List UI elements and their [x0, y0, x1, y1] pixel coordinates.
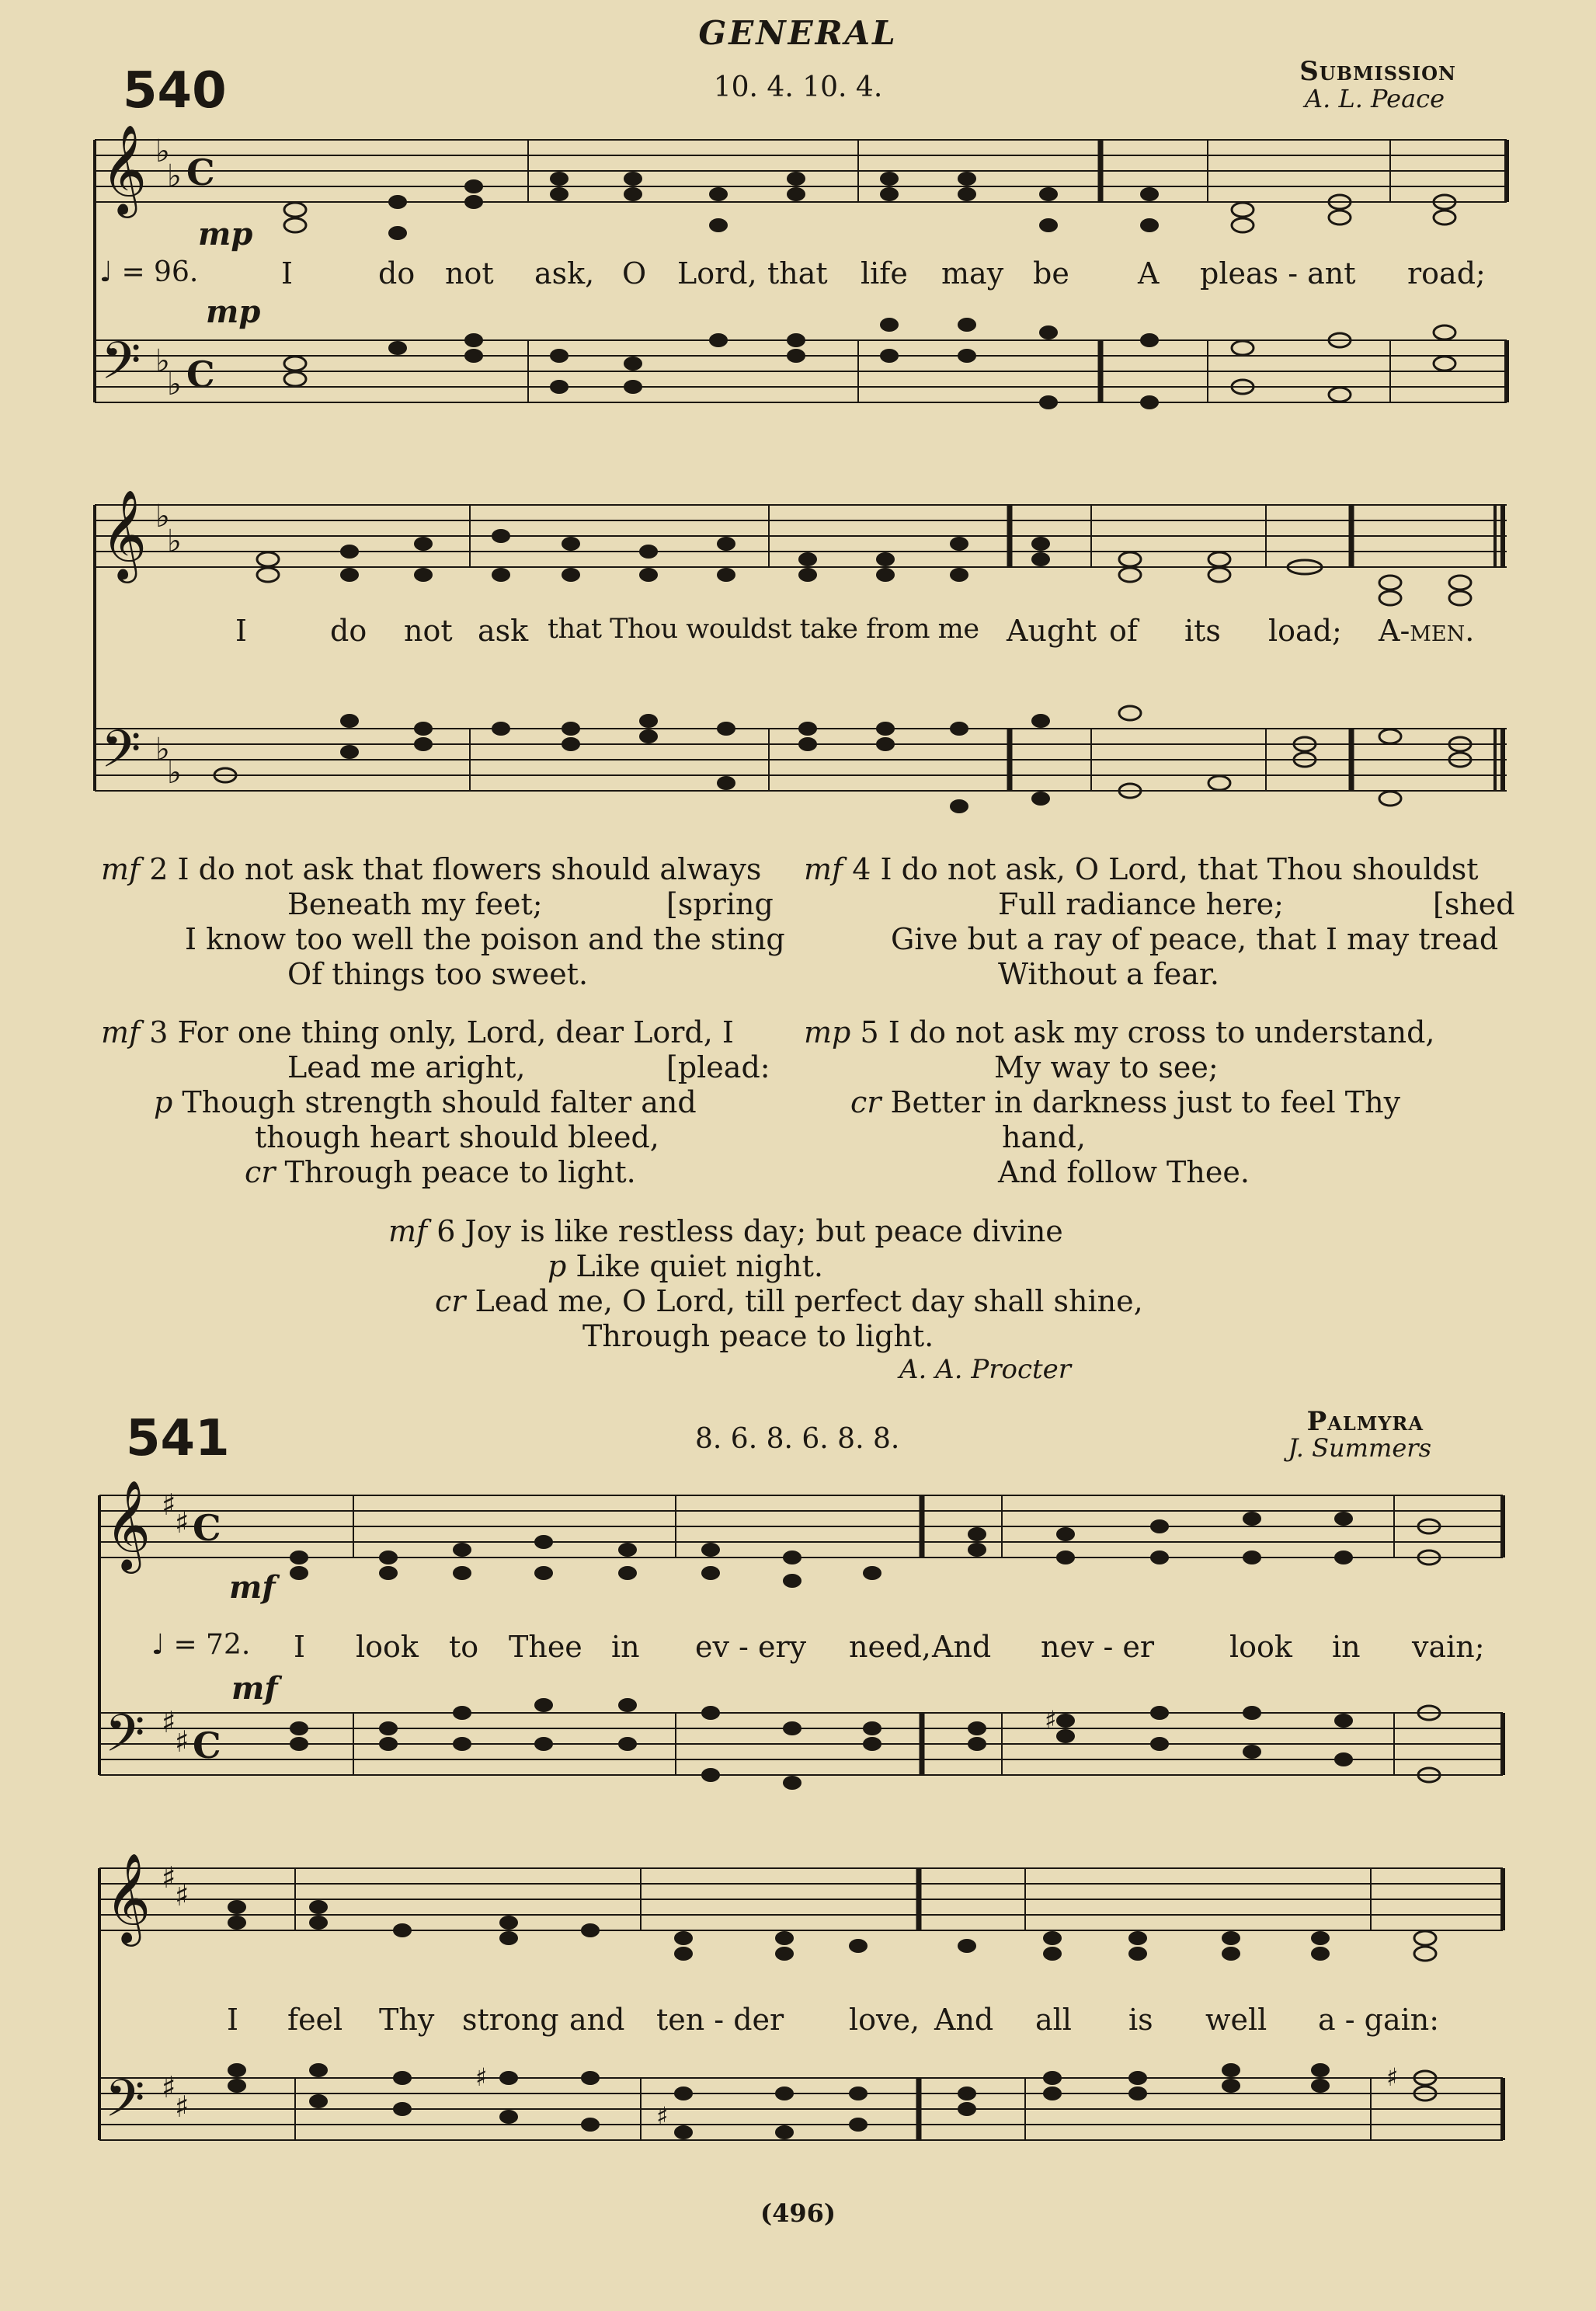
lyric-syllable: strong [462, 2003, 559, 2037]
lyric-syllable: all [1035, 2003, 1072, 2037]
hymn-540-lyrics-line-2 [0, 614, 1596, 653]
svg-text:𝄢: 𝄢 [105, 2069, 145, 2141]
verse-line: Give but a ray of peace, that I may tread [891, 922, 1499, 956]
svg-text:C: C [193, 1507, 221, 1549]
svg-text:C: C [186, 353, 215, 395]
hymn-540-dynamic-treble: mp [198, 216, 253, 252]
lyric-syllable: to [449, 1630, 479, 1664]
svg-text:♯: ♯ [175, 1505, 190, 1540]
verse-line: My way to see; [994, 1050, 1219, 1084]
verse-2 [101, 852, 784, 992]
svg-text:C: C [193, 1725, 221, 1766]
hymn-540-number: 540 [123, 62, 227, 120]
hymn-541-number: 541 [126, 1410, 230, 1467]
verse-4 [804, 852, 1526, 992]
verse-line: I know too well the poison and the sting [185, 922, 785, 956]
verse-line-carry: [shed [1433, 887, 1515, 921]
lyric-syllable: Lord, [677, 256, 757, 291]
lyric-syllable: love, [849, 2003, 920, 2037]
hymn-540-meter: 10. 4. 10. 4. [713, 71, 883, 103]
verse-line-dynamic: p [548, 1249, 567, 1283]
svg-text:𝄢: 𝄢 [105, 1704, 145, 1776]
svg-text:C: C [186, 151, 215, 193]
verse-line-dynamic: cr [435, 1284, 466, 1318]
svg-text:𝄞: 𝄞 [105, 1479, 151, 1570]
verse-line-carry: [spring [666, 887, 774, 921]
lyric-syllable: ask [478, 614, 529, 648]
lyric-syllable: road; [1407, 256, 1486, 291]
lyric-syllable: vain; [1412, 1630, 1485, 1664]
verse-line-dynamic: p [154, 1085, 173, 1119]
hymn-541-tempo: ♩ = 72. [151, 1629, 251, 1661]
lyric-syllable: in [1332, 1630, 1361, 1664]
hymn-540-author: A. A. Procter [899, 1354, 1072, 1385]
lyric-syllable: that Thou wouldst take from me [548, 614, 979, 645]
lyric-syllable: need, [849, 1630, 931, 1664]
verse-line-dynamic: cr [850, 1085, 881, 1119]
verse-line: I do not ask my cross to understand, [888, 1015, 1435, 1049]
verse-line: I do not ask, O Lord, that Thou shouldst [880, 852, 1479, 886]
verse-line-dynamic: cr [245, 1155, 276, 1189]
lyric-syllable: I [281, 256, 294, 291]
svg-text:𝄞: 𝄞 [101, 124, 148, 214]
lyric-syllable: look [1229, 1630, 1292, 1664]
hymn-540-system-2 [0, 482, 1596, 854]
lyric-syllable: is [1128, 2003, 1153, 2037]
verse-line: For one thing only, Lord, dear Lord, I [177, 1015, 734, 1049]
lyric-syllable: ev - ery [695, 1630, 807, 1664]
hymn-541-dynamic-treble: mf [229, 1569, 276, 1606]
verse-number: 4 [852, 852, 871, 886]
svg-text:♭: ♭ [167, 524, 182, 559]
lyric-syllable: and [569, 2003, 625, 2037]
verse-line: Better in darkness just to feel Thy [890, 1085, 1401, 1119]
svg-text:♯: ♯ [162, 1705, 176, 1739]
verse-dynamic: mp [804, 1015, 851, 1049]
lyric-syllable: of [1109, 614, 1138, 648]
lyric-syllable: O [622, 256, 647, 291]
lyric-syllable: I [235, 614, 248, 648]
lyric-syllable: A-men. [1379, 614, 1475, 648]
lyric-syllable: A [1138, 256, 1160, 291]
verse-line: Joy is like restless day; but peace divine [464, 1214, 1063, 1248]
lyric-syllable: ask, [534, 256, 595, 291]
verse-line: Through peace to light. [284, 1155, 636, 1189]
svg-text:𝄢: 𝄢 [101, 331, 141, 403]
svg-text:♯: ♯ [1045, 1705, 1057, 1735]
lyric-syllable: Aught [1007, 614, 1097, 648]
hymn-540-tune-name: Submission [1299, 56, 1456, 87]
svg-text:𝄞: 𝄞 [101, 489, 148, 579]
svg-text:♯: ♯ [162, 2070, 176, 2104]
verse-line: Through peace to light. [582, 1319, 934, 1353]
verse-line: hand, [1002, 1120, 1087, 1154]
hymn-540-dynamic-bass: mp [206, 294, 261, 330]
svg-text:♯: ♯ [1386, 2062, 1399, 2092]
verse-line: Though strength should falter and [182, 1085, 697, 1119]
verse-line: though heart should bleed, [255, 1120, 659, 1154]
verse-line: Lead me aright, [287, 1050, 526, 1084]
hymn-541-composer: J. Summers [1288, 1433, 1431, 1463]
svg-text:♯: ♯ [475, 2062, 488, 2092]
svg-text:♯: ♯ [162, 1860, 176, 1895]
svg-text:♯: ♯ [656, 2101, 669, 2131]
hymn-540-composer: A. L. Peace [1304, 84, 1445, 113]
svg-text:♯: ♯ [162, 1488, 176, 1522]
svg-text:♭: ♭ [155, 499, 170, 534]
lyric-syllable: look [356, 1630, 419, 1664]
hymn-540-tempo-value: = 96. [121, 256, 199, 288]
hymn-541-meter: 8. 6. 8. 6. 8. 8. [695, 1423, 900, 1455]
svg-text:♭: ♭ [167, 158, 182, 194]
hymn-541-lyrics-line-2 [0, 2003, 1596, 2041]
lyric-syllable: not [404, 614, 453, 648]
lyric-syllable: do [378, 256, 416, 291]
lyric-syllable: may [941, 256, 1004, 291]
hymn-541-dynamic-bass: mf [231, 1670, 278, 1707]
hymn-540-lyrics-line-1 [0, 256, 1596, 295]
svg-text:♭: ♭ [155, 343, 170, 379]
lyric-syllable: load; [1268, 614, 1342, 648]
verse-line: Full radiance here; [998, 887, 1284, 921]
verse-dynamic: mf [804, 852, 843, 886]
svg-text:𝄢: 𝄢 [101, 719, 141, 792]
svg-text:𝄞: 𝄞 [105, 1852, 151, 1943]
lyric-syllable: do [330, 614, 367, 648]
hymn-541-tune-name: Palmyra [1306, 1406, 1424, 1437]
lyric-syllable: Thy [379, 2003, 435, 2037]
verse-6 [388, 1214, 1243, 1354]
verse-3 [101, 1015, 784, 1190]
verse-dynamic: mf [101, 852, 141, 886]
verse-number: 6 [436, 1214, 456, 1248]
verse-line: Lead me, O Lord, till perfect day shall shine, [475, 1284, 1143, 1318]
lyric-syllable: in [611, 1630, 640, 1664]
page-number: (496) [760, 2198, 836, 2228]
lyric-syllable: its [1184, 614, 1221, 648]
verse-line-carry: [plead: [666, 1050, 770, 1084]
svg-text:♭: ♭ [167, 755, 182, 791]
svg-text:♯: ♯ [175, 2090, 190, 2124]
lyric-syllable: well [1205, 2003, 1267, 2037]
verse-dynamic: mf [101, 1015, 141, 1049]
svg-text:♯: ♯ [175, 1725, 190, 1759]
lyric-syllable: a - gain: [1318, 2003, 1440, 2037]
lyric-syllable: I [294, 1630, 306, 1664]
lyric-syllable: I [227, 2003, 239, 2037]
verse-line: Like quiet night. [575, 1249, 823, 1283]
hymn-541-tempo-value: = 72. [173, 1629, 251, 1661]
verse-line: Of things too sweet. [287, 957, 589, 991]
lyric-syllable: pleas - ant [1200, 256, 1356, 291]
lyric-syllable: ten - der [656, 2003, 784, 2037]
verse-number: 3 [149, 1015, 169, 1049]
verse-5 [804, 1015, 1526, 1190]
lyric-syllable: And [932, 1630, 992, 1664]
svg-text:♭: ♭ [155, 732, 170, 767]
lyric-syllable: that [767, 256, 828, 291]
lyric-syllable: feel [287, 2003, 343, 2037]
verse-line: Without a fear. [998, 957, 1219, 991]
verse-line: Beneath my feet; [287, 887, 543, 921]
lyric-syllable: Thee [509, 1630, 582, 1664]
verse-line: And follow Thee. [998, 1155, 1250, 1189]
hymn-541-lyrics-line-1 [0, 1630, 1596, 1669]
verse-line: I do not ask that flowers should always [177, 852, 762, 886]
lyric-syllable: be [1033, 256, 1069, 291]
verse-number: 5 [860, 1015, 879, 1049]
hymn-540-tempo: ♩ = 96. [99, 256, 199, 288]
svg-text:♭: ♭ [167, 367, 182, 402]
lyric-syllable: And [934, 2003, 994, 2037]
svg-text:♯: ♯ [175, 1878, 190, 1912]
verse-number: 2 [149, 852, 169, 886]
svg-text:♭: ♭ [155, 134, 170, 169]
verse-dynamic: mf [388, 1214, 428, 1248]
section-heading: GENERAL [698, 14, 898, 52]
lyric-syllable: not [445, 256, 494, 291]
lyric-syllable: life [861, 256, 908, 291]
lyric-syllable: nev - er [1041, 1630, 1155, 1664]
